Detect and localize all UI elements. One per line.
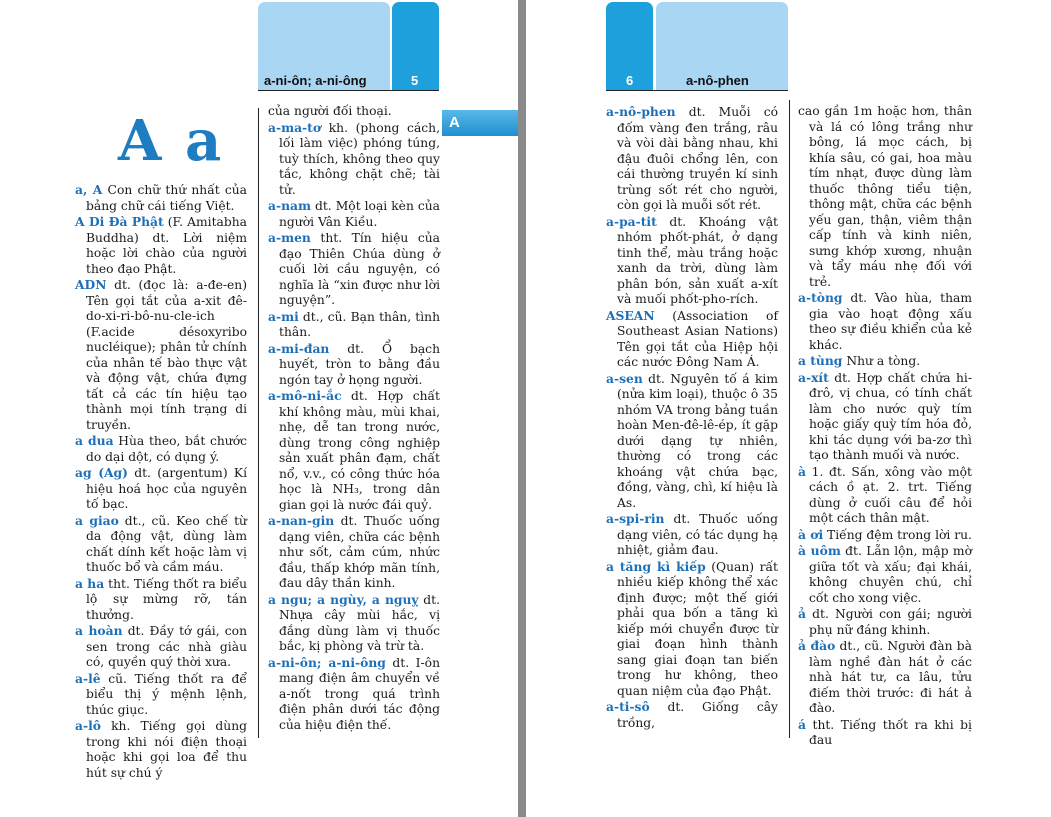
entry-definition: kh. (phong cách, lối làm việc) phóng túng, tuỳ thích, không theo quy tắc, không chặt chẽ; tài tử. <box>279 120 440 197</box>
entry-headword: ả đào <box>798 638 836 653</box>
entry-definition: dt. Người con gái; người phụ nữ đáng khinh. <box>805 607 972 637</box>
column-divider <box>258 108 259 738</box>
entry-headword: à <box>798 463 806 479</box>
entry-definition: tht. Tín hiệu của đạo Thiên Chúa dùng ở cuối lời cầu nguyện, có nghĩa là “xin được như lời nguyện”. <box>279 231 440 307</box>
entry-definition: Hùa theo, bắt chước do dại dột, có dụng ý. <box>86 434 247 464</box>
entry-headword: a-xít <box>798 369 829 385</box>
entry-definition: dt. Ổ bạch huyết, tròn to bằng đầu ngón tay ở họng người. <box>279 341 440 387</box>
dictionary-entry <box>798 606 972 638</box>
dictionary-entry <box>75 465 247 513</box>
entry-definition: dt., cũ. Keo chế từ da động vật, dùng làm chất dính kết hoặc làm vị thuốc bổ và cầm máu. <box>86 513 247 574</box>
entry-definition: 1. đt. Sấn, xông vào một cách ồ ạt. 2. trt. Tiếng dùng ở cuối câu để hỏi một cách thân mật. <box>805 464 972 525</box>
dictionary-entry <box>268 309 440 341</box>
dictionary-entry <box>798 527 972 544</box>
entry-definition: dt. Thuốc uống dạng viên, có tác dụng hạ nhiệt, giảm đau. <box>617 512 778 557</box>
entry-headword: a, A <box>75 182 103 197</box>
dictionary-entry <box>268 230 440 309</box>
entry-headword: à ơi <box>798 526 824 542</box>
entry-definition: (Association of Southeast Asian Nations) Tên gọi tắt của Hiệp hội các nước Đông Nam Á. <box>617 308 778 369</box>
right-column-2 <box>798 104 972 749</box>
dictionary-entry <box>798 290 972 353</box>
dictionary-entry <box>268 655 440 734</box>
dictionary-entry <box>268 198 440 230</box>
entry-headword: a-lê <box>75 670 101 686</box>
dictionary-entry <box>606 559 778 700</box>
entry-headword: a-ma-tơ <box>268 119 322 135</box>
section-thumb-tab <box>442 110 518 136</box>
entry-headword: ag (Ag) <box>75 465 128 480</box>
header-rule <box>606 90 788 91</box>
entry-definition: dt. Nhựa cây mùi hắc, vị đắng dùng làm vị thuốc bắc, kị phòng và trừ tà. <box>279 592 440 653</box>
entry-headword: a-tòng <box>798 290 843 305</box>
entry-definition: dt. Hợp chất khí không màu, mùi khai, nhẹ, dễ tan trong nước, dùng trong công nghiệp sản xuất phân đạm, chất nổ, v.v., có công thức hóa học là NH₃, trong dân gian gọi là nước đái quỷ. <box>279 389 440 512</box>
dictionary-entry <box>75 576 247 624</box>
dictionary-entry <box>268 104 440 120</box>
entry-headword: a-spi-rin <box>606 511 665 526</box>
entry-definition: (F. Amitabha Buddha) dt. Lời niệm hoặc lời chào của người theo đạo Phật. <box>86 215 247 276</box>
dictionary-entry <box>606 104 778 214</box>
entry-headword: a-men <box>268 230 311 245</box>
entry-definition: đt. Lẫn lộn, mập mờ giữa tốt và xấu; đại khái, không chuyên chú, chỉ cốt cho xong việc. <box>809 544 972 605</box>
right-page-number: 6 <box>626 73 634 88</box>
entry-headword: a ngu; a ngùy, a nguỵ <box>268 591 419 607</box>
entry-definition: dt. Khoáng vật nhóm phốt-phát, ở dạng tinh thể, màu trắng hoặc xanh da trời, dùng làm phân bón, sản xuất a-xít và muối phốt-pho-rích. <box>617 214 778 306</box>
entry-definition: dt. Đầy tớ gái, con sen trong các nhà giàu có, quyền quý thời xưa. <box>86 624 247 669</box>
right-column-1 <box>606 104 778 731</box>
entry-definition: dt. Muỗi có đốm vàng đen trắng, râu và vòi dài bằng nhau, khi đậu đuôi chổng lên, con cái thường truyền kí sinh trùng sốt rét cho người, còn gọi là muỗi sốt rét. <box>617 105 778 212</box>
entry-definition: dt. Giống cây trồng, <box>617 700 778 730</box>
entry-headword: a ha <box>75 575 105 591</box>
dictionary-entry <box>75 433 247 465</box>
dictionary-entry <box>798 370 972 464</box>
entry-headword: a-nô-phen <box>606 104 676 119</box>
dictionary-entry <box>268 513 440 592</box>
dictionary-entry <box>606 511 778 559</box>
dictionary-entry <box>798 464 972 527</box>
entry-headword: A Di Đà Phật <box>75 214 164 229</box>
entry-definition: dt. (argentum) Kí hiệu hoá học của nguyên tố bạc. <box>86 466 248 511</box>
entry-headword: a-pa-tit <box>606 213 657 229</box>
entry-definition: Con chữ thứ nhất của bảng chữ cái tiếng Việt. <box>86 183 247 213</box>
dictionary-entry <box>75 277 247 433</box>
left-column-1 <box>75 182 247 781</box>
entry-definition: cũ. Tiếng thốt ra để biểu thị ý mệnh lệnh, thúc giục. <box>86 671 247 717</box>
entry-headword: a-lô <box>75 718 101 733</box>
entry-definition: tht. Tiếng thốt ra khi bị đau <box>805 717 972 747</box>
right-running-head: a-nô-phen <box>686 73 749 88</box>
dictionary-entry <box>798 638 972 717</box>
entry-definition: của người đối thoại. <box>268 104 392 118</box>
entry-definition: dt. Nguyên tố á kim (nửa kim loại), thuộc ô 35 nhóm VA trong bảng tuần hoàn Men-đê-lê-ép, ít gặp dưới dạng tự nhiên, thường có trong các khoáng vật chứa bạc, đồng, vàng, chì, kí hiệu là As. <box>617 371 778 510</box>
entry-headword: a-ni-ôn; a-ni-ông <box>268 654 386 670</box>
entry-headword: ADN <box>75 277 107 292</box>
dictionary-entry <box>798 104 972 290</box>
dictionary-entry <box>798 353 972 370</box>
entry-definition: dt. Hợp chất chứa hi-đrô, vị chua, có tính chất làm cho nước quỳ tím hoặc giấy quỳ tím hóa đỏ, khi tác dụng với ba-zơ thì tạo thành muối và nước. <box>809 370 972 462</box>
entry-definition: cao gần 1m hoặc hơn, thân và lá có lông trắng như bông, lá mọc cách, bị khía sâu, có gai, hoa màu tím nhạt, được dùng làm thuốc thông tiểu tiện, thông mật, chữa các bệnh yếu gan, thận, viêm thận cấp tính và kinh niên, sưng khớp xương, nhuận và tẩy máu nhẹ đối với trẻ. <box>798 104 972 289</box>
dictionary-entry <box>268 341 440 389</box>
letter-heading: A a <box>118 108 224 174</box>
entry-definition: dt., cũ. Người đàn bà làm nghề đàn hát ở các nhà hát tư, ca lâu, tửu điếm thời trước: đi hát ả đào. <box>809 639 972 715</box>
dictionary-entry <box>798 717 972 749</box>
entry-headword: a tăng kì kiếp <box>606 558 706 574</box>
section-thumb-letter: A <box>449 114 460 131</box>
entry-definition: dt. Vào hùa, tham gia vào hoạt động xấu theo sự điều khiển của kẻ khác. <box>809 291 972 352</box>
left-column-2 <box>268 104 440 733</box>
entry-headword: ASEAN <box>606 307 655 323</box>
dictionary-entry <box>606 699 778 731</box>
entry-headword: a tùng <box>798 353 843 368</box>
entry-definition: tht. Tiếng thốt ra biểu lộ sự mừng rỡ, tán thưởng. <box>86 576 247 622</box>
dictionary-entry <box>75 182 247 214</box>
dictionary-entry <box>268 592 440 655</box>
entry-definition: kh. Tiếng gọi dùng trong khi nói điện thoại hoặc khi gọi loa để thu hút sự chú ý <box>86 719 247 780</box>
entry-definition: Tiếng đệm trong lời ru. <box>823 527 972 542</box>
dictionary-entry <box>75 623 247 671</box>
dictionary-entry <box>268 120 440 199</box>
entry-headword: á <box>798 716 806 732</box>
left-running-head: a-ni-ôn; a-ni-ông <box>264 73 367 88</box>
dictionary-entry <box>75 214 247 277</box>
entry-headword: a-ti-sô <box>606 699 650 714</box>
dictionary-entry <box>75 718 247 781</box>
left-page-number: 5 <box>411 73 419 88</box>
entry-headword: a-nan-gin <box>268 513 335 528</box>
entry-definition: (Quan) rất nhiều kiếp không thể xác định được; một thế giới phải qua bốn a tăng kì kiếp mới chuyển được từ giai đoạn hình thành sang giai đoạn tan biến trong hư không, theo quan niệm của đạo Phật. <box>617 559 778 698</box>
dictionary-entry <box>606 371 778 512</box>
entry-headword: ả <box>798 606 806 621</box>
entry-definition: Như a tòng. <box>842 354 921 368</box>
entry-headword: a-nam <box>268 198 311 213</box>
entry-headword: a giao <box>75 512 119 528</box>
dictionary-entry <box>606 214 778 308</box>
entry-definition: dt. I-ôn mang điện âm chuyển về a-nốt trong quá trình điện phân dưới tác động của hiệu điện thế. <box>279 655 440 732</box>
dictionary-entry <box>75 513 247 576</box>
header-rule <box>258 90 439 91</box>
entry-headword: a hoàn <box>75 623 123 638</box>
entry-headword: à uôm <box>798 543 841 558</box>
column-divider <box>789 100 790 738</box>
entry-headword: a-sen <box>606 370 643 386</box>
entry-headword: a-mô-ni-ắc <box>268 388 342 403</box>
entry-definition: dt., cũ. Bạn thân, tình thân. <box>279 309 440 339</box>
left-page <box>0 0 518 817</box>
dictionary-entry <box>75 671 247 719</box>
entry-headword: a-mi-đan <box>268 340 330 356</box>
right-page <box>526 0 1051 817</box>
entry-definition: dt. Một loại kèn của người Vân Kiều. <box>279 199 440 229</box>
dictionary-entry <box>798 543 972 606</box>
entry-definition: dt. (đọc là: a-đe-en) Tên gọi tắt của a-xit đê-do-xi-ri-bô-nu-cle-ich (F.acide désoxyribo nucléique); phân tử chính của nhân tế bào thực vật và động vật, chứa đựng tất cả các tín hiệu tạo thành mọi tính trạng di truyền. <box>86 278 247 432</box>
dictionary-entry <box>606 308 778 371</box>
book-spine <box>518 0 526 817</box>
entry-headword: a dua <box>75 433 114 448</box>
dictionary-entry <box>268 388 440 513</box>
entry-definition: dt. Thuốc uống dạng viên, chữa các bệnh như sốt, cảm cúm, nhức đầu, thấp khớp mãn tính, đau dây thần kinh. <box>279 514 440 590</box>
entry-headword: a-mi <box>268 308 299 324</box>
